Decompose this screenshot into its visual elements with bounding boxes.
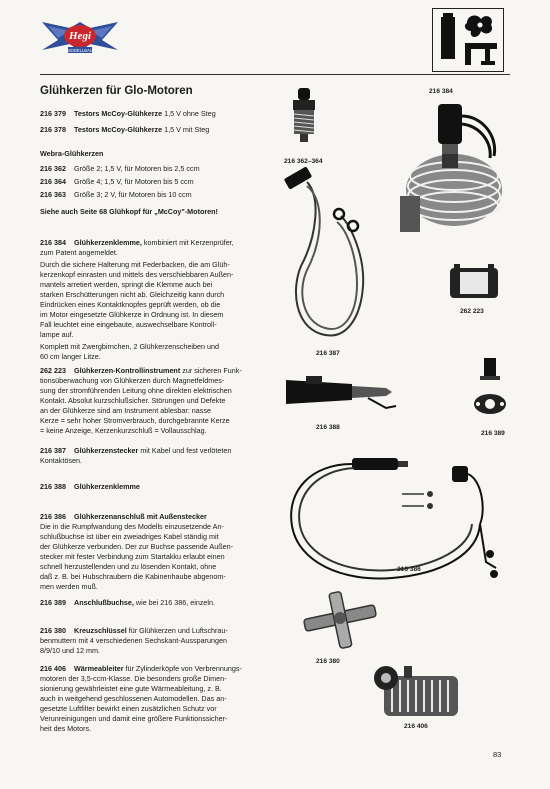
product-section: 262 223 Glühkerzen-Kontrollinstrument zur sicheren Funk- tionsüberwachung von Glühkerzen durch Magnetfeldmes- sung der stromführenden Leitung ohne direkten elektrischen Kontakt. Absolut kurzschlußsicher. Störungen und Defekte an der Glühkerze sind am Instrument ablesbar: nasse Kerze = sehr hoher Stromverbrauch, durchgebrannte Kerze = keine Anzeige, Kerzenkurzschluß = Vollausschlag. <box>40 366 242 435</box>
product-section: 216 387 Glühkerzenstecker mit Kabel und fest verlöteten Kontaktösen. <box>40 446 232 465</box>
heat-sink-illustration <box>370 656 470 722</box>
caption: 216 406 <box>404 723 428 730</box>
list-item: 216 364 Größe 4; 1,5 V, für Motoren bis 5 ccm <box>40 177 194 186</box>
caption: 216 384 <box>429 88 453 95</box>
logo-subtext: MODELLBAU <box>67 48 93 53</box>
list-item: 216 378 Testors McCoy-Glühkerze 1,5 V mit Steg <box>40 125 210 134</box>
header-rule <box>40 74 510 75</box>
page-title: Glühkerzen für Glo-Motoren <box>40 85 193 97</box>
control-instrument-illustration <box>448 262 502 302</box>
product-section: 216 388 Glühkerzenklemme <box>40 482 140 491</box>
cross-wrench-illustration <box>300 590 380 650</box>
caption: 216 362–364 <box>284 158 323 165</box>
plug-cable-illustration <box>281 166 371 342</box>
product-section: 216 380 Kreuzschlüssel für Glühkerzen und Luftschrau- benmuttern mit 4 verschiedenen Sechskant-Aussparungen 8/9/10 und 12 mm. <box>40 626 228 655</box>
hegi-logo <box>40 14 120 64</box>
glow-plug-clamp-illustration <box>398 96 510 246</box>
caption: 262 223 <box>460 308 484 315</box>
logo-text: Hegi <box>69 30 91 42</box>
page-number: 83 <box>493 750 502 759</box>
caption: 216 387 <box>316 350 340 357</box>
propeller-tools-icon <box>433 9 503 71</box>
product-section: 216 406 Wärmeableiter für Zylinderköpfe von Verbrennungs- motoren der 3,5-ccm-Klasse. Die besonders große Dimen- sionierung gewährleistet eine gute Wärmeableitung, z. B. auch in weitgehend geschlossenen Automodellen. Das an- gesetzte Luftfilter bewirkt einen zusätzlichen Schutz vor Verunreinigungen und damit eine größere Funktionssicher- heit des Motors. <box>40 664 242 733</box>
product-section: 216 386 Glühkerzenanschluß mit Außenstecker Die in die Rumpfwandung des Modells einzusetzende An- schlußbuchse ist über ein zweiadriges Kabel ständig mit der Glühkerze verbunden. Der zur Buchse passende Außen- stecker mit fester Verbindung zum Startakku erlaubt einen schnell herzustellenden und zu lösenden Kontakt, ohne daß z. B. bei Hubschraubern die Kabinenhaube abgenom- men werden muß. <box>40 512 233 591</box>
section-heading: Webra-Glühkerzen <box>40 149 104 158</box>
product-category-emblem <box>432 8 504 72</box>
see-also-note: Siehe auch Seite 68 Glühkopf für „McCoy"-Motoren! <box>40 207 218 216</box>
list-item: 216 379 Testors McCoy-Glühkerze 1,5 V ohne Steg <box>40 109 216 118</box>
clamp-illustration <box>282 370 402 420</box>
connector-set-illustration <box>282 450 506 590</box>
list-item: 216 363 Größe 3; 2 V, für Motoren bis 10 ccm <box>40 190 192 199</box>
product-section: 216 384 Glühkerzenklemme, kombiniert mit Kerzenprüfer, zum Patent angemeldet. Durch die sichere Halterung mit Federbacken, die am Glüh- kerzenkopf einrasten und mittels des verschiebbaren Außen- mantels arretiert werden, springt die Klemme auch bei starken Erschütterungen nicht ab. Gleichzeitig kann durch Eindrücken eines Kontaktknopfes geprüft werden, ob die im Motor eingesetzte Glühkerze in Ordnung ist. In diesem Fall leuchtet eine eingebaute, auswechselbare Kontroll- lampe auf. Komplett mit Zwergbirnchen, 2 Glühkerzenscheiben und 60 cm langer Litze. <box>40 238 234 361</box>
caption: 216 380 <box>316 658 340 665</box>
product-section: 216 389 Anschlußbuchse, wie bei 216 386, einzeln. <box>40 598 216 607</box>
caption: 216 386 <box>397 566 421 573</box>
list-item: 216 362 Größe 2; 1,5 V, für Motoren bis 2,5 ccm <box>40 164 200 173</box>
socket-illustration <box>470 356 510 424</box>
glow-plug-illustration <box>282 86 326 152</box>
caption: 216 388 <box>316 424 340 431</box>
caption: 216 389 <box>481 430 505 437</box>
